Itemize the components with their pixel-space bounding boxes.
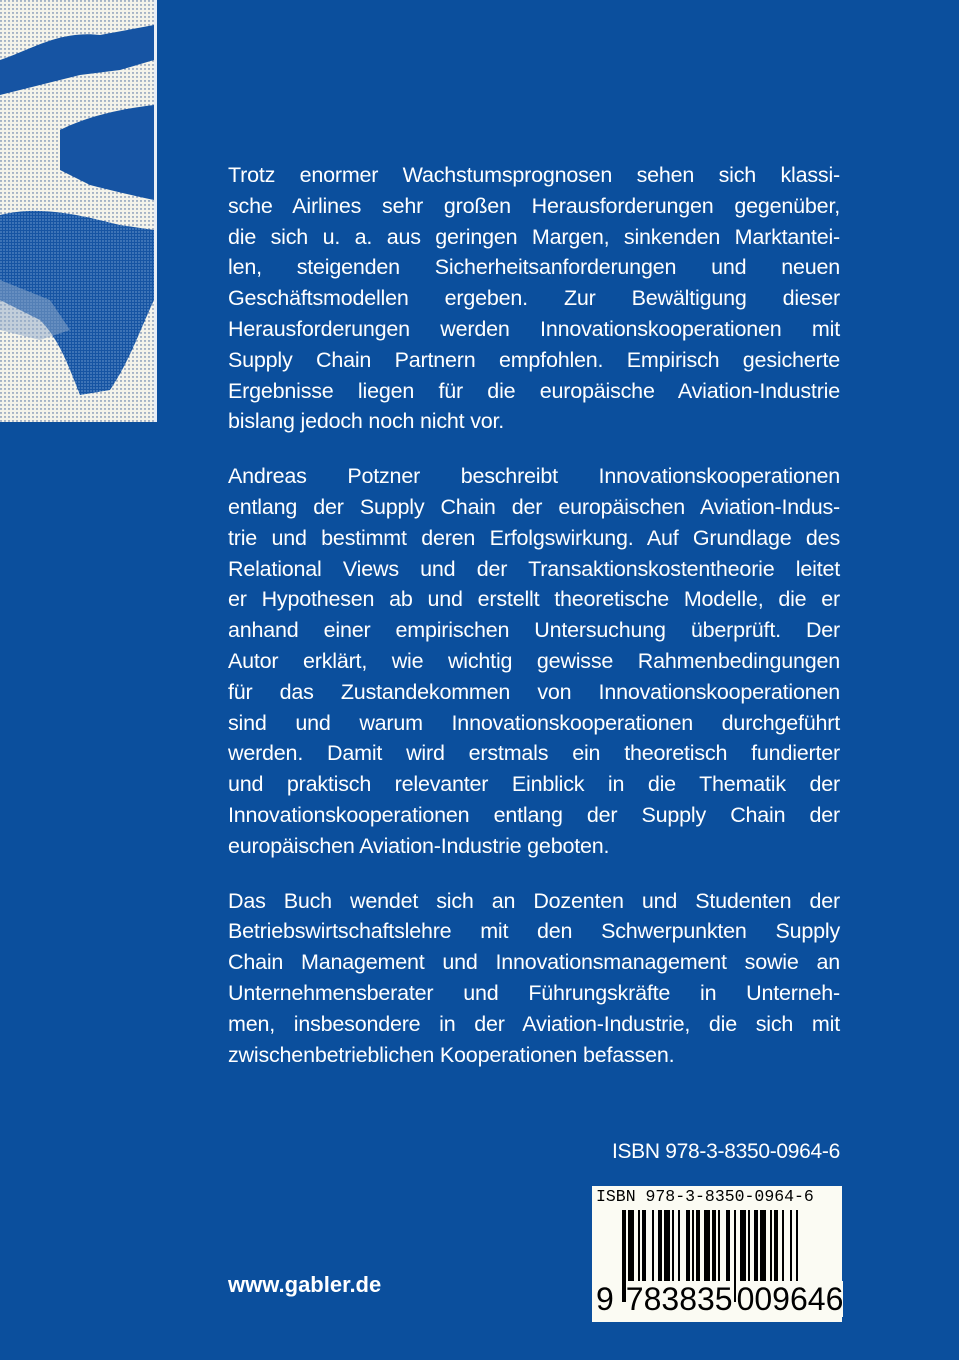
text-line: Geschäftsmodellen ergeben. Zur Bewältigung dieser	[228, 286, 840, 311]
barcode-group-2: 009646	[736, 1281, 844, 1317]
text-line: Ergebnisse liegen für die europäische Aviation-Industrie	[228, 378, 840, 403]
text-line: sche Airlines sehr großen Herausforderungen gegenüber,	[228, 193, 840, 218]
text-line: europäischen Aviation-Industrie geboten.	[228, 833, 610, 858]
text-line: die sich u. a. aus geringen Margen, sinkenden Marktantei-	[228, 224, 840, 249]
text-line: Das Buch wendet sich an Dozenten und Studenten der	[228, 888, 840, 913]
text-line: entlang der Supply Chain der europäischen Aviation-Indus-	[228, 494, 840, 519]
text-line: Unternehmensberater und Führungskräfte in Unterneh-	[228, 980, 840, 1005]
text-line: Betriebswirtschaftslehre mit den Schwerpunkten Supply	[228, 919, 840, 944]
text-line: Trotz enormer Wachstumsprognosen sehen sich klassi-	[228, 163, 840, 187]
barcode-first-digit: 9	[596, 1281, 614, 1317]
text-line: men, insbesondere in der Aviation-Industrie, die sich mit	[228, 1011, 840, 1036]
text-line: sind und warum Innovationskooperationen durchgeführt	[228, 710, 840, 735]
blurb-paragraph-3	[228, 886, 840, 1071]
text-line: Chain Management und Innovationsmanagement sowie an	[228, 950, 840, 975]
back-cover-blurb	[228, 160, 840, 1094]
text-line: Innovationskooperationen entlang der Supply Chain der	[228, 802, 840, 827]
text-line: Relational Views und der Transaktionskostentheorie leitet	[228, 556, 840, 581]
text-line: Andreas Potzner beschreibt Innovationskooperationen	[228, 464, 840, 489]
text-line: und praktisch relevanter Einblick in die Thematik der	[228, 772, 840, 797]
text-line: len, steigenden Sicherheitsanforderungen und neuen	[228, 255, 840, 280]
text-line: werden. Damit wird erstmals ein theoretisch fundierter	[228, 741, 840, 766]
publisher-url: www.gabler.de	[228, 1272, 382, 1297]
blurb-paragraph-2	[228, 461, 840, 861]
barcode-digits	[596, 1280, 843, 1318]
text-line: er Hypothesen ab und erstellt theoretische Modelle, die er	[228, 587, 840, 612]
text-line: Supply Chain Partnern empfohlen. Empirisch gesicherte	[228, 347, 840, 372]
text-line: Autor erklärt, wie wichtig gewisse Rahmenbedingungen	[228, 648, 840, 673]
text-line: trie und bestimmt deren Erfolgswirkung. Auf Grundlage des	[228, 525, 840, 550]
globe-illustration	[0, 0, 157, 422]
isbn-label: ISBN 978-3-8350-0964-6	[611, 1140, 840, 1163]
text-line: zwischenbetrieblichen Kooperationen befassen.	[228, 1042, 675, 1067]
text-line: für das Zustandekommen von Innovationskooperationen	[228, 679, 840, 704]
barcode-isbn-text: ISBN 978-3-8350-0964-6	[596, 1187, 814, 1206]
text-line: anhand einer empirischen Untersuchung überprüft. Der	[228, 618, 840, 643]
text-line: Herausforderungen werden Innovationskooperationen mit	[228, 316, 840, 341]
text-line: bislang jedoch noch nicht vor.	[228, 409, 505, 434]
isbn-barcode	[592, 1186, 842, 1322]
barcode-group-1: 783835	[625, 1281, 733, 1317]
blurb-paragraph-1	[228, 160, 840, 437]
